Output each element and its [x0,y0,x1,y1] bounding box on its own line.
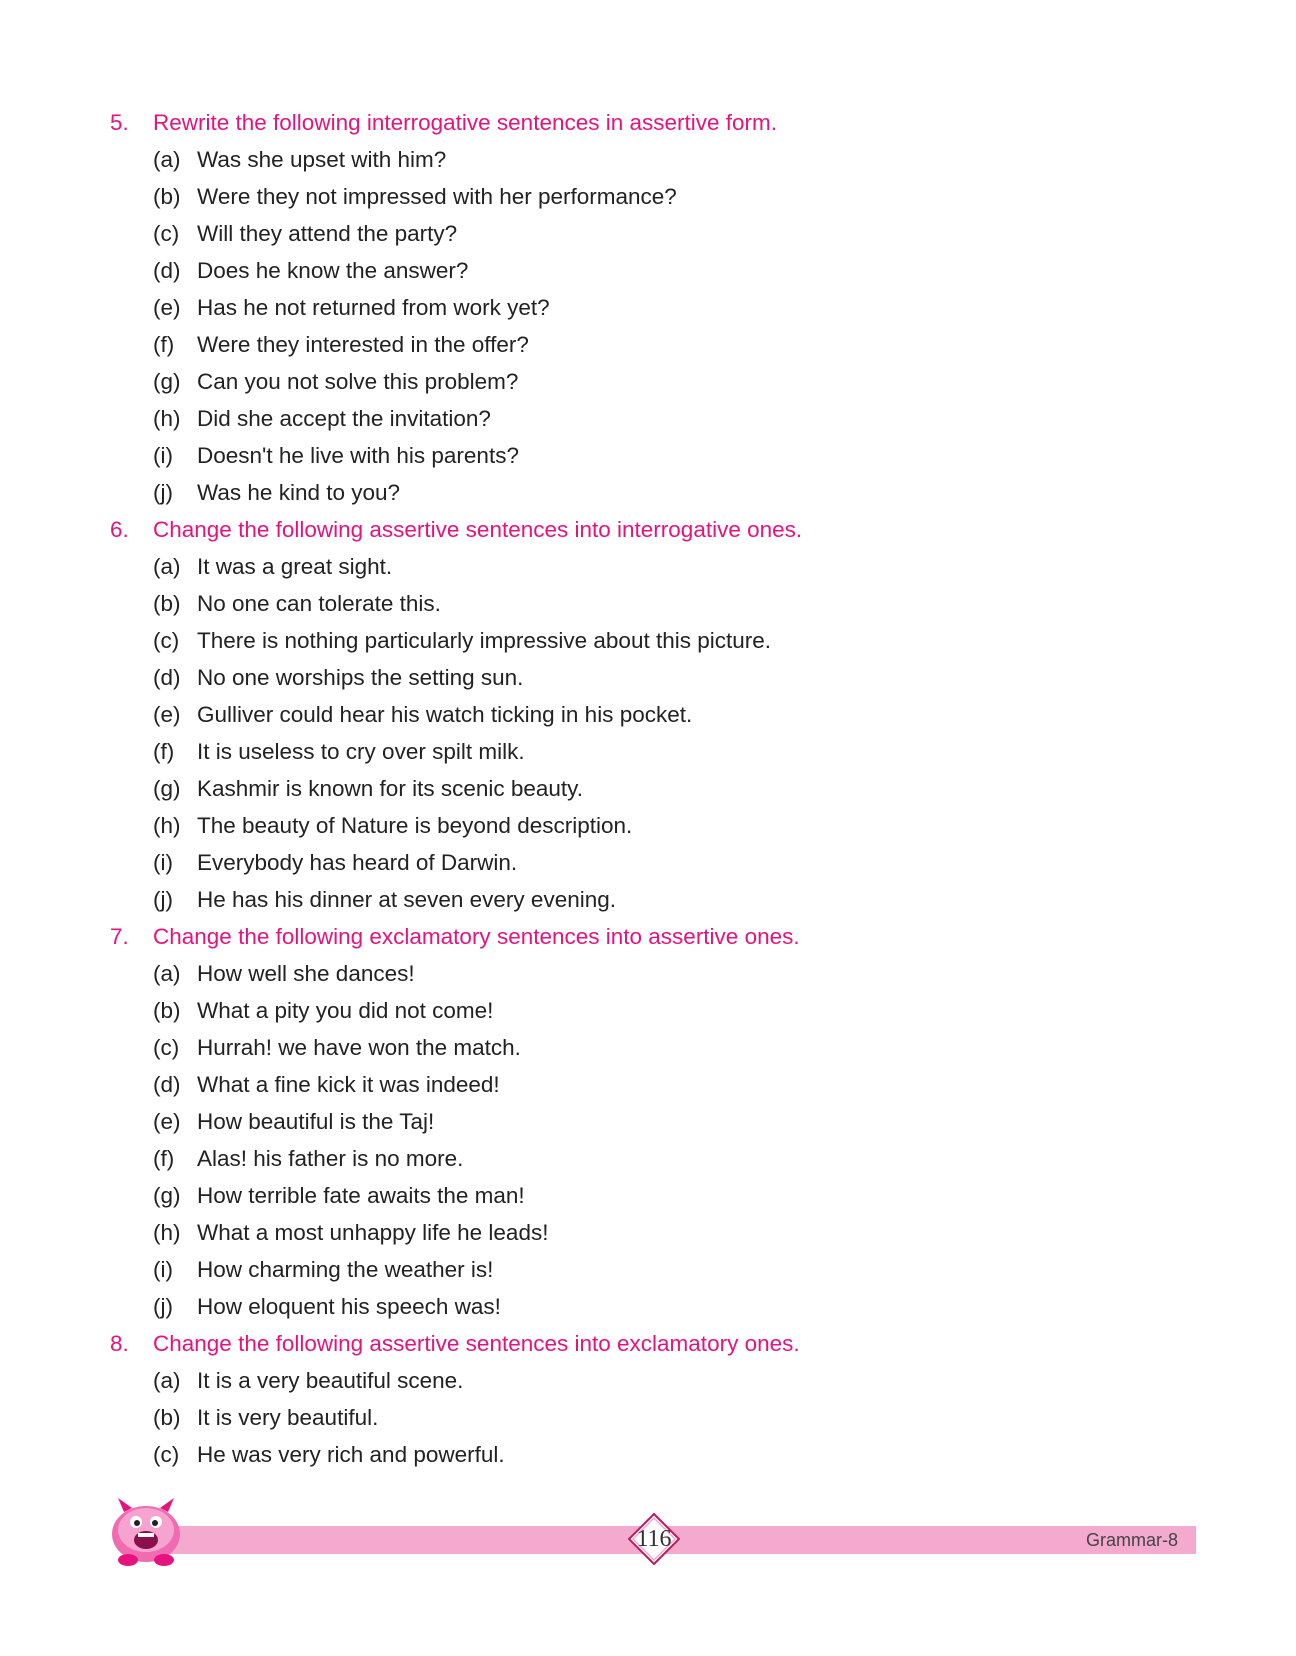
list-item [0,252,1296,289]
list-item [0,659,1296,696]
list-item [0,1288,1296,1325]
list-item [0,1362,1296,1399]
item-sentence: Has he not returned from work yet? [197,295,550,320]
question-heading [0,1325,1296,1362]
question-instruction: Change the following assertive sentences into exclamatory ones. [153,1331,800,1356]
item-sentence: What a most unhappy life he leads! [197,1220,549,1245]
item-label: (a) [153,147,181,172]
item-label: (j) [153,480,173,505]
question-section [0,1325,1296,1473]
list-item [0,1251,1296,1288]
item-label: (d) [153,258,181,283]
pink-monster-mascot-icon [106,1490,186,1570]
item-label: (d) [153,1072,181,1097]
item-sentence: How beautiful is the Taj! [197,1109,435,1134]
list-item [0,326,1296,363]
item-sentence: Did she accept the invitation? [197,406,491,431]
list-item [0,1029,1296,1066]
item-sentence: Gulliver could hear his watch ticking in his pocket. [197,702,693,727]
question-number: 8. [110,1331,129,1356]
item-sentence: Alas! his father is no more. [197,1146,464,1171]
list-item [0,1214,1296,1251]
item-sentence: Hurrah! we have won the match. [197,1035,521,1060]
item-sentence: How charming the weather is! [197,1257,494,1282]
list-item [0,400,1296,437]
item-sentence: How well she dances! [197,961,415,986]
question-instruction: Rewrite the following interrogative sentences in assertive form. [153,110,778,135]
book-name: Grammar-8 [1085,1530,1178,1550]
item-sentence: No one can tolerate this. [197,591,441,616]
question-number: 7. [110,924,129,949]
list-item [0,955,1296,992]
list-item [0,548,1296,585]
list-item [0,363,1296,400]
item-sentence: Were they interested in the offer? [197,332,529,357]
item-sentence: It is a very beautiful scene. [197,1368,464,1393]
item-label: (j) [153,1294,173,1319]
item-sentence: Will they attend the party? [197,221,458,246]
item-label: (i) [153,850,173,875]
item-sentence: It is very beautiful. [197,1405,379,1430]
list-item [0,1177,1296,1214]
worksheet-content [0,104,1296,1473]
item-sentence: Everybody has heard of Darwin. [197,850,518,875]
item-label: (e) [153,295,181,320]
item-sentence: What a fine kick it was indeed! [197,1072,500,1097]
list-item [0,807,1296,844]
item-sentence: Kashmir is known for its scenic beauty. [197,776,583,801]
page-number: 116 [636,1526,672,1552]
list-item [0,696,1296,733]
item-sentence: Doesn't he live with his parents? [197,443,519,468]
question-heading [0,511,1296,548]
item-label: (f) [153,1146,175,1171]
item-sentence: How terrible fate awaits the man! [197,1183,525,1208]
item-label: (e) [153,1109,181,1134]
list-item [0,770,1296,807]
item-sentence: How eloquent his speech was! [197,1294,501,1319]
item-label: (h) [153,1220,181,1245]
question-number: 6. [110,517,129,542]
list-item [0,622,1296,659]
item-sentence: He has his dinner at seven every evening. [197,887,616,912]
item-label: (g) [153,1183,181,1208]
list-item [0,1140,1296,1177]
question-instruction: Change the following assertive sentences into interrogative ones. [153,517,803,542]
item-sentence: He was very rich and powerful. [197,1442,505,1467]
item-label: (g) [153,369,181,394]
item-sentence: Does he know the answer? [197,258,469,283]
item-label: (c) [153,1035,180,1060]
question-instruction: Change the following exclamatory sentences into assertive ones. [153,924,800,949]
question-section [0,104,1296,511]
list-item [0,141,1296,178]
item-label: (c) [153,628,180,653]
item-label: (b) [153,998,181,1023]
item-label: (a) [153,1368,181,1393]
question-section [0,918,1296,1325]
item-sentence: Were they not impressed with her performance? [197,184,677,209]
list-item [0,474,1296,511]
list-item [0,992,1296,1029]
question-heading [0,918,1296,955]
question-section [0,511,1296,918]
list-item [0,1103,1296,1140]
list-item [0,1399,1296,1436]
item-label: (h) [153,813,181,838]
item-sentence: There is nothing particularly impressive about this picture. [197,628,772,653]
item-sentence: It is useless to cry over spilt milk. [197,739,525,764]
question-number: 5. [110,110,129,135]
item-sentence: It was a great sight. [197,554,393,579]
list-item [0,437,1296,474]
item-label: (f) [153,739,175,764]
item-label: (f) [153,332,175,357]
list-item [0,1066,1296,1103]
item-label: (c) [153,221,180,246]
item-label: (g) [153,776,181,801]
item-sentence: No one worships the setting sun. [197,665,524,690]
item-label: (d) [153,665,181,690]
item-sentence: Was he kind to you? [197,480,401,505]
item-label: (j) [153,887,173,912]
item-label: (i) [153,1257,173,1282]
list-item [0,733,1296,770]
item-label: (b) [153,184,181,209]
list-item [0,844,1296,881]
list-item [0,585,1296,622]
item-label: (b) [153,1405,181,1430]
item-sentence: What a pity you did not come! [197,998,494,1023]
list-item [0,1436,1296,1473]
item-label: (h) [153,406,181,431]
list-item [0,215,1296,252]
item-label: (a) [153,961,181,986]
item-sentence: Was she upset with him? [197,147,447,172]
page-footer [0,1490,1296,1580]
item-label: (e) [153,702,181,727]
list-item [0,178,1296,215]
list-item [0,881,1296,918]
item-label: (b) [153,591,181,616]
item-label: (c) [153,1442,180,1467]
item-sentence: Can you not solve this problem? [197,369,519,394]
item-label: (i) [153,443,173,468]
item-sentence: The beauty of Nature is beyond description. [197,813,633,838]
list-item [0,289,1296,326]
item-label: (a) [153,554,181,579]
question-heading [0,104,1296,141]
